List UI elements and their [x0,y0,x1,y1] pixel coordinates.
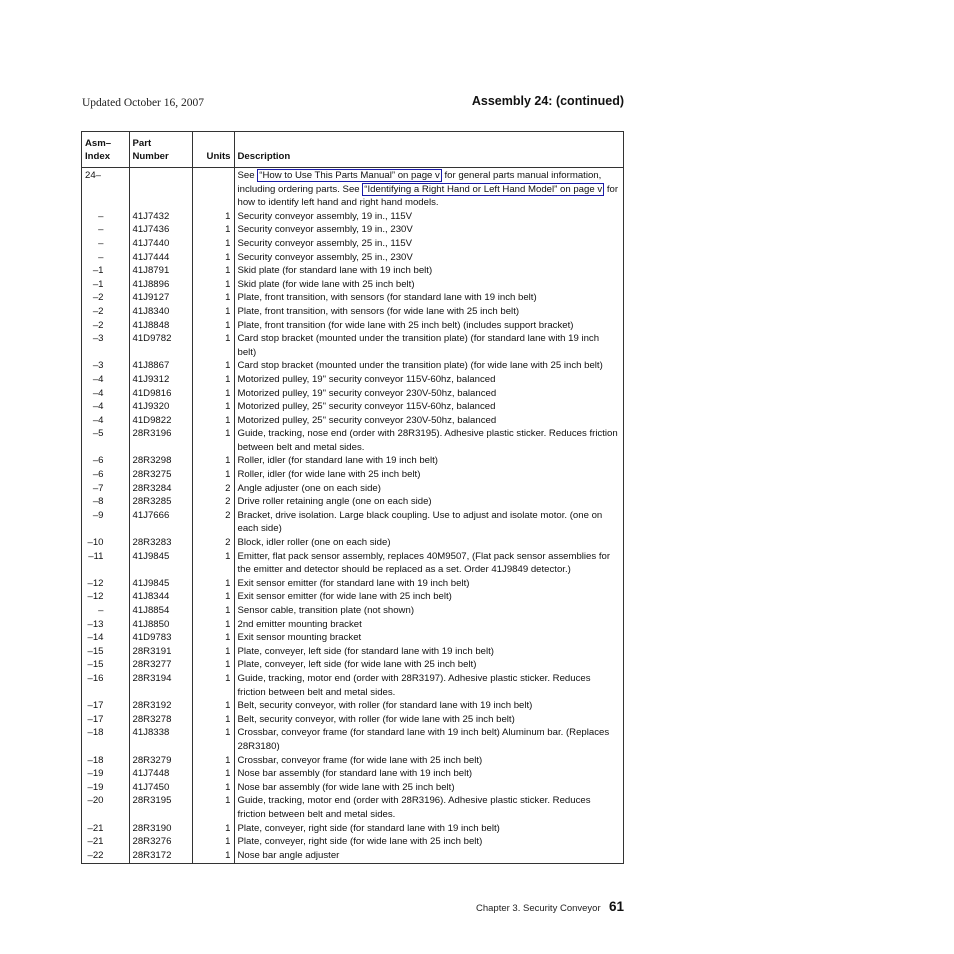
description-cell: Exit sensor emitter (for wide lane with 25 inch belt) [234,590,623,604]
table-row [82,495,623,509]
description-cell: Security conveyor assembly, 19 in., 230V [234,223,623,237]
units-cell: 1 [192,210,234,224]
description-cell: Exit sensor emitter (for standard lane with 19 inch belt) [234,577,623,591]
asm-index-cell: –8 [92,496,104,508]
part-number-cell: 41J9127 [129,291,192,305]
table-row [82,332,623,359]
units-cell: 1 [192,645,234,659]
table-row [82,536,623,550]
table-row [82,400,623,414]
table-row [82,482,623,496]
description-cell: Security conveyor assembly, 25 in., 115V [234,237,623,251]
table-row [82,427,623,454]
part-number-cell: 28R3195 [129,794,192,821]
units-cell: 1 [192,319,234,333]
table-row [82,359,623,373]
part-number-cell: 28R3283 [129,536,192,550]
table-row [82,699,623,713]
part-number-cell: 41J7444 [129,251,192,265]
units-cell: 1 [192,251,234,265]
table-row [82,672,623,699]
description-cell: Motorized pulley, 25" security conveyor 230V-50hz, balanced [234,414,623,428]
table-row [82,713,623,727]
part-number-cell: 28R3278 [129,713,192,727]
part-number-cell: 41J7432 [129,210,192,224]
header-asm-index: Asm– Index [82,132,129,168]
asm-index-cell: –2 [92,292,104,304]
description-cell: Nose bar angle adjuster [234,849,623,864]
units-cell: 1 [192,822,234,836]
description-cell: 2nd emitter mounting bracket [234,618,623,632]
part-number-cell: 41D9782 [129,332,192,359]
asm-index-cell: –18 [87,727,104,739]
part-number-cell: 28R3277 [129,658,192,672]
part-number-cell: 41J7450 [129,781,192,795]
asm-index-cell: –16 [87,672,104,684]
asm-index-cell: – [98,237,104,249]
units-cell: 1 [192,400,234,414]
link-identify-model[interactable]: “Identifying a Right Hand or Left Hand Model” on page v [364,183,603,195]
units-cell: 1 [192,631,234,645]
table-row [82,781,623,795]
asm-index-cell: –21 [87,822,104,834]
part-number-cell: 28R3172 [129,849,192,864]
table-row [82,414,623,428]
intro-row [82,168,623,210]
description-cell: Plate, conveyer, right side (for wide lane with 25 inch belt) [234,835,623,849]
asm-index-cell: –4 [92,387,104,399]
description-cell: Sensor cable, transition plate (not shown) [234,604,623,618]
units-cell: 1 [192,387,234,401]
units-cell: 2 [192,495,234,509]
units-cell: 2 [192,482,234,496]
units-cell: 1 [192,726,234,753]
table-row [82,618,623,632]
description-cell: Guide, tracking, motor end (order with 28R3196). Adhesive plastic sticker. Reduces friction between belt and metal sides. [234,794,623,821]
description-cell: Guide, tracking, nose end (order with 28R3195). Adhesive plastic sticker. Reduces friction between belt and metal sides. [234,427,623,454]
description-cell: Security conveyor assembly, 19 in., 115V [234,210,623,224]
part-number-cell: 41J7436 [129,223,192,237]
table-row [82,645,623,659]
asm-index-cell: –9 [92,509,104,521]
footer-chapter: Chapter 3. Security Conveyor [476,903,601,914]
part-number-cell: 28R3275 [129,468,192,482]
description-cell: Roller, idler (for wide lane with 25 inch belt) [234,468,623,482]
asm-index-cell: –22 [87,849,104,861]
units-cell: 1 [192,590,234,604]
asm-index-cell: –2 [92,319,104,331]
table-row [82,223,623,237]
part-number-cell: 41J8344 [129,590,192,604]
asm-index-cell: –2 [92,305,104,317]
asm-index-cell: –1 [92,265,104,277]
updated-date: Updated October 16, 2007 [82,97,204,109]
table-row [82,264,623,278]
units-cell: 1 [192,278,234,292]
table-row [82,210,623,224]
table-row [82,767,623,781]
part-number-cell: 28R3284 [129,482,192,496]
part-number-cell: 28R3191 [129,645,192,659]
units-cell: 2 [192,536,234,550]
asm-index-cell: –17 [87,713,104,725]
asm-index-cell: – [98,605,104,616]
table-row [82,373,623,387]
table-row [82,509,623,536]
description-cell: Security conveyor assembly, 25 in., 230V [234,251,623,265]
table-row [82,726,623,753]
part-number-cell: 41D9816 [129,387,192,401]
table-row [82,754,623,768]
asm-index-cell: –3 [92,360,104,372]
asm-index-cell: –6 [92,469,104,481]
asm-index-cell: –15 [87,659,104,671]
section-title: Assembly 24: (continued) [471,94,624,108]
description-cell: Plate, front transition, with sensors (for standard lane with 19 inch belt) [234,291,623,305]
part-number-cell: 28R3190 [129,822,192,836]
units-cell: 1 [192,767,234,781]
table-row [82,658,623,672]
units-cell: 1 [192,468,234,482]
part-number-cell: 41J8867 [129,359,192,373]
asm-index-cell: –11 [88,550,104,562]
asm-index-cell: – [98,224,104,236]
header-units: Units [192,132,234,168]
table-row [82,237,623,251]
units-cell: 1 [192,414,234,428]
description-cell: Plate, conveyer, left side (for standard lane with 19 inch belt) [234,645,623,659]
part-number-cell: 41J9845 [129,550,192,577]
part-number-cell: 41J8848 [129,319,192,333]
description-cell: Belt, security conveyor, with roller (for standard lane with 19 inch belt) [234,699,623,713]
table-row [82,822,623,836]
units-cell: 1 [192,454,234,468]
units-cell: 1 [192,223,234,237]
part-number-cell: 41J8896 [129,278,192,292]
description-cell: Drive roller retaining angle (one on each side) [234,495,623,509]
asm-index-cell: –10 [87,537,104,549]
units-cell: 1 [192,835,234,849]
units-cell: 1 [192,604,234,618]
part-number-cell: 41J9312 [129,373,192,387]
part-number-cell: 41J9320 [129,400,192,414]
table-row [82,849,623,864]
part-number-cell: 28R3279 [129,754,192,768]
part-number-cell: 41D9822 [129,414,192,428]
part-number-cell: 41J7440 [129,237,192,251]
description-cell: Crossbar, conveyor frame (for standard lane with 19 inch belt) Aluminum bar. (Replaces 28R3180) [234,726,623,753]
table-row [82,468,623,482]
description-cell: Nose bar assembly (for standard lane with 19 inch belt) [234,767,623,781]
units-cell: 1 [192,332,234,359]
header-part-number: Part Number [129,132,192,168]
page-number: 61 [609,899,625,914]
part-number-cell: 41J7448 [129,767,192,781]
table-row [82,319,623,333]
asm-index-cell: –15 [87,645,104,657]
description-cell: Crossbar, conveyor frame (for wide lane with 25 inch belt) [234,754,623,768]
units-cell: 1 [192,658,234,672]
description-cell: Plate, conveyer, right side (for standard lane with 19 inch belt) [234,822,623,836]
asm-index-cell: –19 [87,781,104,793]
description-cell: Roller, idler (for standard lane with 19 inch belt) [234,454,623,468]
asm-index-cell: –5 [92,428,104,440]
description-cell: Motorized pulley, 19" security conveyor 115V-60hz, balanced [234,373,623,387]
asm-index-cell: –12 [87,591,104,603]
part-number-cell: 41D9783 [129,631,192,645]
description-cell: Motorized pulley, 25" security conveyor 115V-60hz, balanced [234,400,623,414]
description-cell: Exit sensor mounting bracket [234,631,623,645]
units-cell: 1 [192,577,234,591]
asm-index-cell: –21 [87,836,104,848]
units-cell: 2 [192,509,234,536]
asm-index-cell: –14 [87,632,104,644]
part-number-cell: 41J8850 [129,618,192,632]
part-number-cell: 41J7666 [129,509,192,536]
part-number-cell: 41J8854 [129,604,192,618]
units-cell: 1 [192,794,234,821]
asm-index-cell: –12 [87,577,104,589]
part-number-cell: 41J8338 [129,726,192,753]
asm-index-cell: –4 [92,401,104,413]
asm-index-cell: –13 [87,618,104,630]
asm-index-cell: 24– [85,170,102,181]
description-cell: Plate, front transition, with sensors (for wide lane with 25 inch belt) [234,305,623,319]
part-number-cell: 28R3194 [129,672,192,699]
link-how-to-use[interactable]: “How to Use This Parts Manual” on page v [259,170,440,181]
table-row [82,631,623,645]
description-cell: Plate, front transition (for wide lane with 25 inch belt) (includes support bracket) [234,319,623,333]
table-row [82,305,623,319]
asm-index-cell: –6 [92,455,104,467]
table-row [82,387,623,401]
asm-index-cell: –17 [87,700,104,712]
part-number-cell: 41J8791 [129,264,192,278]
description-cell: Belt, security conveyor, with roller (for wide lane with 25 inch belt) [234,713,623,727]
table-row [82,550,623,577]
description-cell: Motorized pulley, 19" security conveyor 230V-50hz, balanced [234,387,623,401]
units-cell: 1 [192,264,234,278]
units-cell: 1 [192,427,234,454]
description-cell: Block, idler roller (one on each side) [234,536,623,550]
description-cell: Angle adjuster (one on each side) [234,482,623,496]
units-cell: 1 [192,781,234,795]
asm-index-cell: –19 [87,768,104,780]
description-cell: Nose bar assembly (for wide lane with 25 inch belt) [234,781,623,795]
table-row [82,604,623,618]
table-header-row [82,132,623,168]
units-cell: 1 [192,754,234,768]
description-cell: Plate, conveyer, left side (for wide lane with 25 inch belt) [234,658,623,672]
part-number-cell: 28R3276 [129,835,192,849]
units-cell: 1 [192,237,234,251]
table-row [82,251,623,265]
asm-index-cell: –1 [92,278,104,290]
table-row [82,577,623,591]
description-cell: Skid plate (for wide lane with 25 inch belt) [234,278,623,292]
table-row [82,794,623,821]
asm-index-cell: – [98,251,104,263]
description-cell: Emitter, flat pack sensor assembly, replaces 40M9507, (Flat pack sensor assemblies for the emitter and detector should be replaced as a set. Order 41J9849 detector.) [234,550,623,577]
description-cell: Skid plate (for standard lane with 19 inch belt) [234,264,623,278]
description-cell: Card stop bracket (mounted under the transition plate) (for wide lane with 25 inch belt) [234,359,623,373]
units-cell: 1 [192,305,234,319]
units-cell: 1 [192,849,234,864]
table-row [82,590,623,604]
units-cell: 1 [192,373,234,387]
intro-description: See “How to Use This Parts Manual” on page v for general parts manual information, including ordering parts. See “Identifying a Right Hand or Left Hand Model” on page v for how to identify left hand and right hand models. [234,168,623,210]
part-number-cell: 28R3298 [129,454,192,468]
asm-index-cell: –20 [87,795,104,807]
asm-index-cell: –4 [92,373,104,385]
description-cell: Bracket, drive isolation. Large black coupling. Use to adjust and isolate motor. (one on each side) [234,509,623,536]
asm-index-cell: –7 [92,482,104,494]
part-number-cell: 41J8340 [129,305,192,319]
units-cell: 1 [192,672,234,699]
parts-table [81,131,624,864]
asm-index-cell: –4 [92,414,104,426]
part-number-cell: 28R3196 [129,427,192,454]
header-description: Description [234,132,623,168]
asm-index-cell: –18 [87,754,104,766]
part-number-cell: 28R3285 [129,495,192,509]
table-row [82,291,623,305]
units-cell: 1 [192,713,234,727]
asm-index-cell: –3 [92,333,104,345]
description-cell: Guide, tracking, motor end (order with 28R3197). Adhesive plastic sticker. Reduces friction between belt and metal sides. [234,672,623,699]
part-number-cell: 41J9845 [129,577,192,591]
table-row [82,835,623,849]
table-row [82,278,623,292]
description-cell: Card stop bracket (mounted under the transition plate) (for standard lane with 19 inch belt) [234,332,623,359]
part-number-cell: 28R3192 [129,699,192,713]
units-cell: 1 [192,618,234,632]
units-cell: 1 [192,550,234,577]
units-cell: 1 [192,359,234,373]
table-row [82,454,623,468]
units-cell: 1 [192,699,234,713]
asm-index-cell: – [98,210,104,222]
units-cell: 1 [192,291,234,305]
